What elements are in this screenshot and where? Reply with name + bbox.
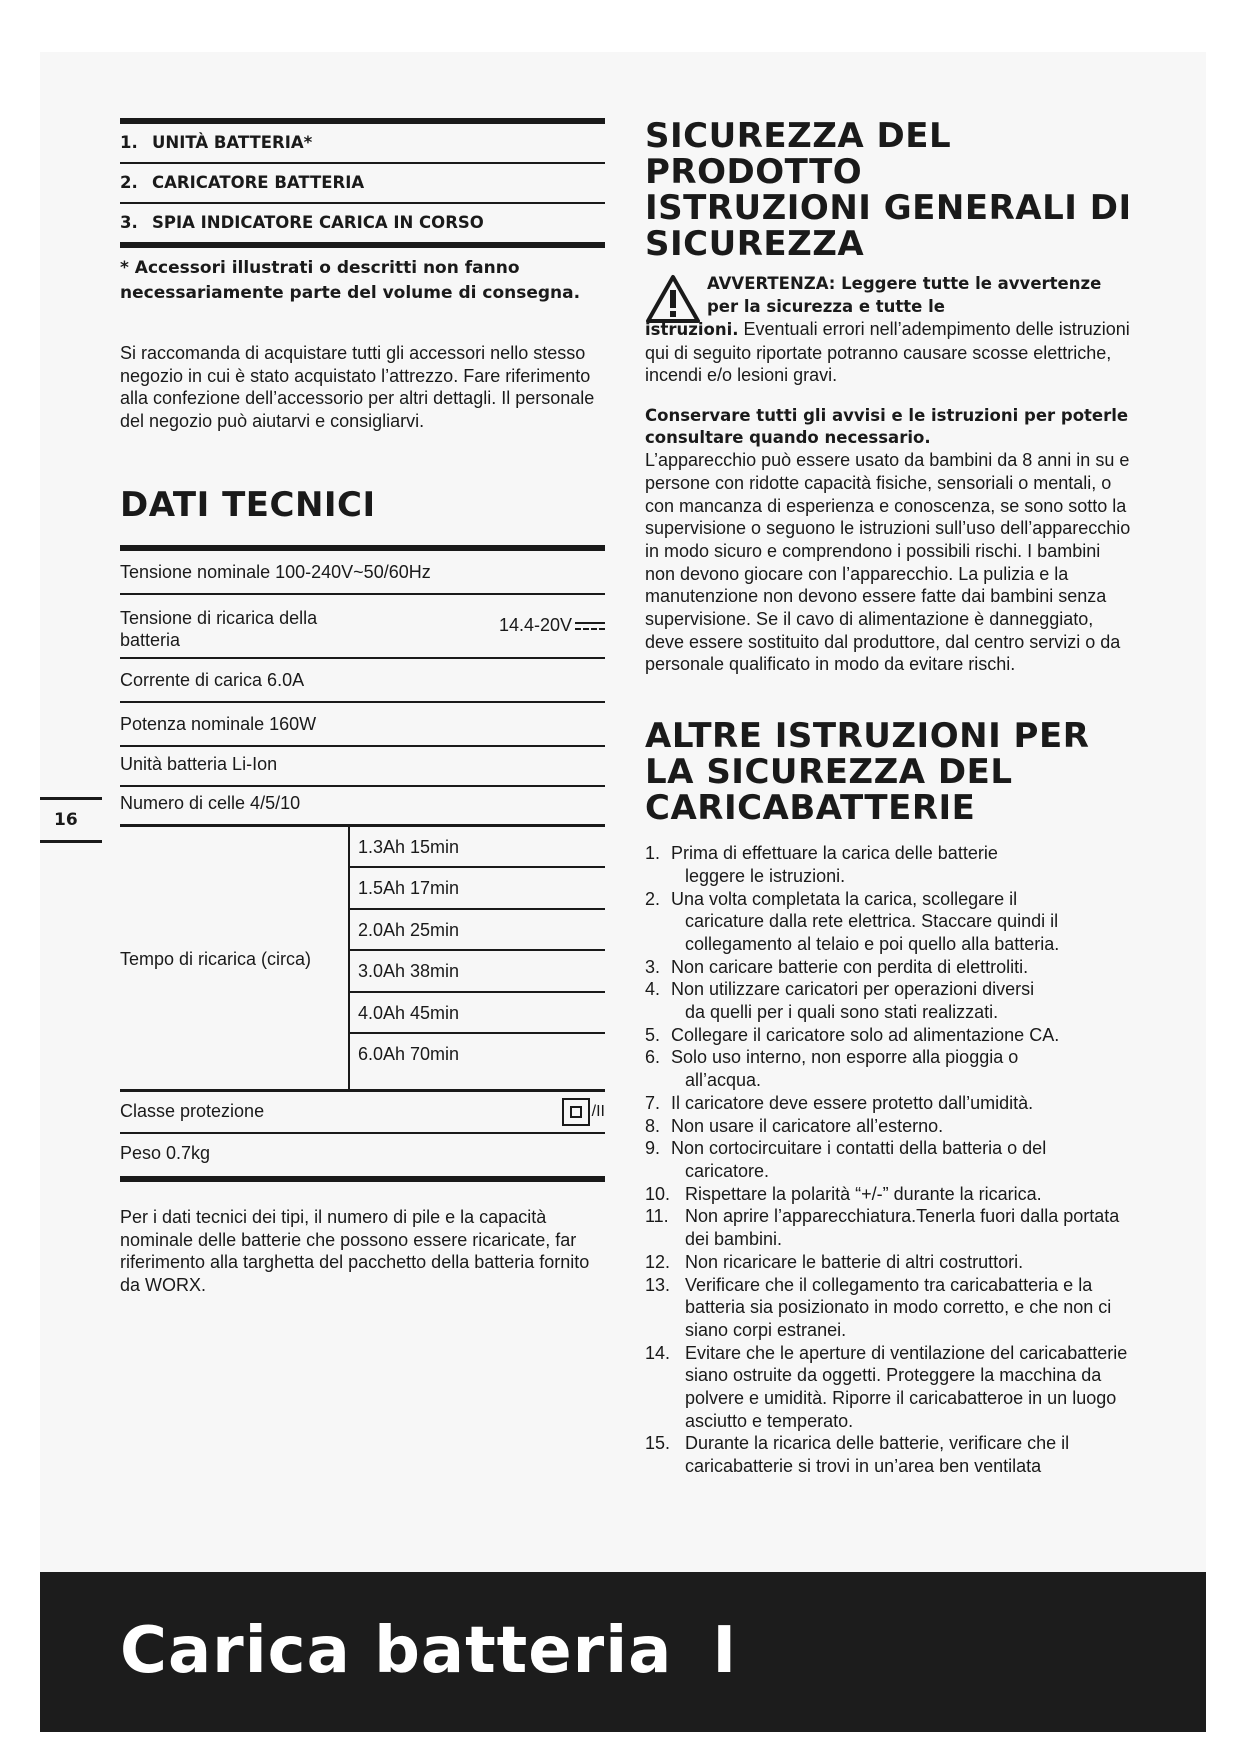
right-column xyxy=(645,118,1135,1478)
list-item: 5. Collegare il caricatore solo ad alimentazione CA. xyxy=(645,1024,1060,1045)
safety-title: SICUREZZA DEL PRODOTTO ISTRUZIONI GENERALI DI SICUREZZA xyxy=(645,116,1132,264)
components-list xyxy=(120,124,605,242)
spec-rated-voltage: Tensione nominale 100-240V~50/60Hz xyxy=(120,551,605,595)
accessories-advice: Si raccomanda di acquistare tutti gli accessori nello stesso negozio in cui è stato acquistato l’attrezzo. Fare riferimento alla confezione dell’accessorio per altri dettagli. Il personale del negozio può aiutarvi e consigliarvi. xyxy=(120,343,595,432)
class-ii-icon xyxy=(562,1098,590,1126)
list-item: 10. Rispettare la polarità “+/-” durante la ricarica. xyxy=(645,1183,1042,1204)
spec-rated-power: Potenza nominale 160W xyxy=(120,703,605,747)
charger-safety-title: ALTRE ISTRUZIONI PER LA SICUREZZA DEL CARICABATTERIE xyxy=(645,716,1090,829)
list-item: 4. Non utilizzare caricatori per operazioni diversi da quelli per i quali sono stati realizzati. xyxy=(645,979,1035,1023)
warning-body: istruzioni. Eventuali errori nell’adempimento delle istruzioni qui di seguito riportate potranno causare scosse elettriche, incendi e/o lesioni gravi. xyxy=(645,319,1130,386)
charge-time-item: 1.3Ah 15min xyxy=(350,827,605,869)
list-item: 2. Una volta completata la carica, scollegare il caricature dalla rete elettrica. Staccare quindi il collegamento al telaio e poi quello alla batteria. xyxy=(645,888,1060,954)
spec-charge-voltage: Tensione di ricarica della batteria 14.4-20V xyxy=(120,595,605,659)
component-item: 2. CARICATORE BATTERIA xyxy=(120,164,605,204)
list-item: 13. Verificare che il collegamento tra caricabatteria e la batteria sia posizionato in modo corretto, e che non ci siano corpi estranei. xyxy=(645,1274,1112,1340)
dc-symbol-icon xyxy=(575,622,605,630)
accessories-note: * Accessori illustrati o descritti non fanno necessariamente parte del volume di consegna. xyxy=(120,258,581,303)
list-item: 14. Evitare che le aperture di ventilazione del caricabatterie siano ostruite da oggetti. Proteggere la macchina da polvere e umidità. Riporre il caricabatteroe in un luogo asciutto e temperato. xyxy=(645,1342,1128,1431)
list-item: 6. Solo uso interno, non esporre alla pioggia o all’acqua. xyxy=(645,1047,1019,1091)
list-item: 11. Non aprire l’apparecchiatura.Tenerla fuori dalla portata dei bambini. xyxy=(645,1206,1120,1250)
list-item: 8. Non usare il caricatore all’esterno. xyxy=(645,1115,944,1136)
component-item: 1. UNITÀ BATTERIA* xyxy=(120,124,605,164)
spec-protection-class: Classe protezione /II xyxy=(120,1092,605,1134)
spec-cells: Numero di celle 4/5/10 xyxy=(120,787,605,827)
list-item: 9. Non cortocircuitare i contatti della batteria o del caricatore. xyxy=(645,1138,1047,1181)
page-number: 16 xyxy=(54,810,78,830)
specs-title: DATI TECNICI xyxy=(120,484,376,525)
charge-time-item: 1.5Ah 17min xyxy=(350,868,605,910)
list-item: 12. Non ricaricare le batterie di altri costruttori. xyxy=(645,1251,1024,1272)
page-number-tab xyxy=(40,797,102,843)
keep-instructions-bold: Conservare tutti gli avvisi e le istruzioni per poterle consultare quando necessario. xyxy=(645,406,1129,448)
footer-title: Carica batteria I xyxy=(120,1614,738,1688)
left-column xyxy=(120,118,605,1297)
charge-time-item: 6.0Ah 70min xyxy=(358,1044,460,1065)
list-item: 7. Il caricatore deve essere protetto dall’umidità. xyxy=(645,1092,1034,1113)
component-item: 3. SPIA INDICATORE CARICA IN CORSO xyxy=(120,213,484,232)
keep-instructions-text: L’apparecchio può essere usato da bambini da 8 anni in su e persone con ridotte capacità fisiche, sensoriali o mentali, o con mancanza di esperienza e conoscenza, se sono sotto la supervisione o seguono le istruzioni sull’uso dell’apparecchio in modo sicuro e comprendono i possibili rischi. I bambini non devono giocare con l’apparecchio. La pulizia e la manutenzione non devono essere fatte dai bambini senza supervisione. Se il cavo di alimentazione è danneggiato, deve essere sostituito dal produttore, dal centro servizi o da personale qualificato in modo da evitare rischi. xyxy=(645,450,1131,675)
warning-bold-text: AVVERTENZA: Leggere tutte le avvertenze per la sicurezza e tutte le xyxy=(707,274,1102,316)
specs-table xyxy=(120,545,605,1182)
spec-battery-unit: Unità batteria Li-Ion xyxy=(120,747,605,787)
spec-charge-time xyxy=(120,827,605,1092)
keep-instructions-block xyxy=(645,405,1135,676)
charge-time-item: 3.0Ah 38min xyxy=(350,951,605,993)
charge-time-item: 4.0Ah 45min xyxy=(350,993,605,1035)
components-bottom-bar xyxy=(120,242,605,248)
spec-charge-current: Corrente di carica 6.0A xyxy=(120,659,605,703)
charge-time-label: Tempo di ricarica (circa) xyxy=(120,948,312,969)
spec-weight: Peso 0.7kg xyxy=(120,1142,211,1163)
warning-block xyxy=(645,272,1135,318)
footer-banner xyxy=(40,1572,1206,1732)
list-item: 3. Non caricare batterie con perdita di elettroliti. xyxy=(645,956,1029,977)
specs-note: Per i dati tecnici dei tipi, il numero di pile e la capacità nominale delle batterie che possono essere ricaricate, far riferimento alla targhetta del pacchetto della batteria fornito da WORX. xyxy=(120,1206,590,1295)
list-item: 1. Prima di effettuare la carica delle batterie leggere le istruzioni. xyxy=(645,843,998,886)
warning-triangle-icon xyxy=(645,274,701,324)
charge-time-item: 2.0Ah 25min xyxy=(350,910,605,952)
charger-safety-list xyxy=(645,842,1135,1478)
list-item: 15. Durante la ricarica delle batterie, verificare che il caricabatterie si trovi in un’area ben ventilata xyxy=(645,1433,1070,1477)
language-code: I xyxy=(712,1614,738,1688)
